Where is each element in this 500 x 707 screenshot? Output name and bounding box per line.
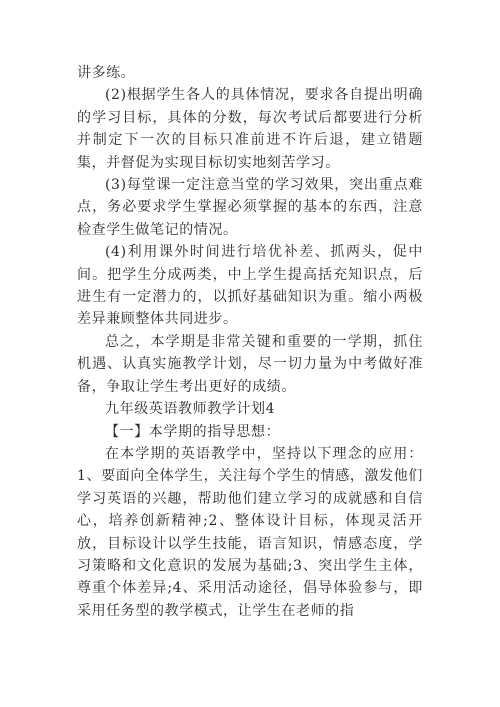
- paragraph-item-3: (3)每堂课一定注意当堂的学习效果，突出重点难点，务必要求学生掌握必须掌握的基本的东西，注意检查学生做笔记的情况。: [77, 177, 423, 238]
- document-body: [77, 62, 423, 622]
- section-heading-guiding-ideas: 【一】本学期的指导思想：: [105, 423, 281, 440]
- paragraph-continuation: 讲多练。: [77, 65, 136, 81]
- paragraph-teaching-philosophy: 在本学期的英语教学中，坚持以下理念的应用：1、要面向全体学生，关注每个学生的情感，激发他们学习英语的兴趣，帮助他们建立学习的成就感和自信心，培养创新精神;2、整体设计目标，体现灵活开放，目标设计以学生技能，语言知识，情感态度，学习策略和文化意识的发展为基础;3、突出学生主体，尊重个体差异;4、采用活动途径，倡导体验参与，即采用任务型的教学模式，让学生在老师的指: [77, 445, 423, 619]
- section-title: 九年级英语教师教学计划4: [105, 401, 276, 418]
- paragraph-item-2: (2)根据学生各人的具体情况，要求各自提出明确的学习目标，具体的分数，每次考试后都要进行分析并制定下一次的目标只准前进不许后退，建立错题集，并督促为实现目标切实地刻苦学习。: [77, 87, 423, 171]
- paragraph-summary: 总之，本学期是非常关键和重要的一学期，抓住机遇、认真实施教学计划，尽一切力量为中考做好准备，争取让学生考出更好的成绩。: [77, 333, 423, 395]
- paragraph-item-4: (4)利用课外时间进行培优补差、抓两头，促中间。把学生分成两类，中上学生提高括充知识点，后进生有一定潜力的，以抓好基础知识为重。缩小两极差异兼顾整体共同进步。: [77, 244, 423, 328]
